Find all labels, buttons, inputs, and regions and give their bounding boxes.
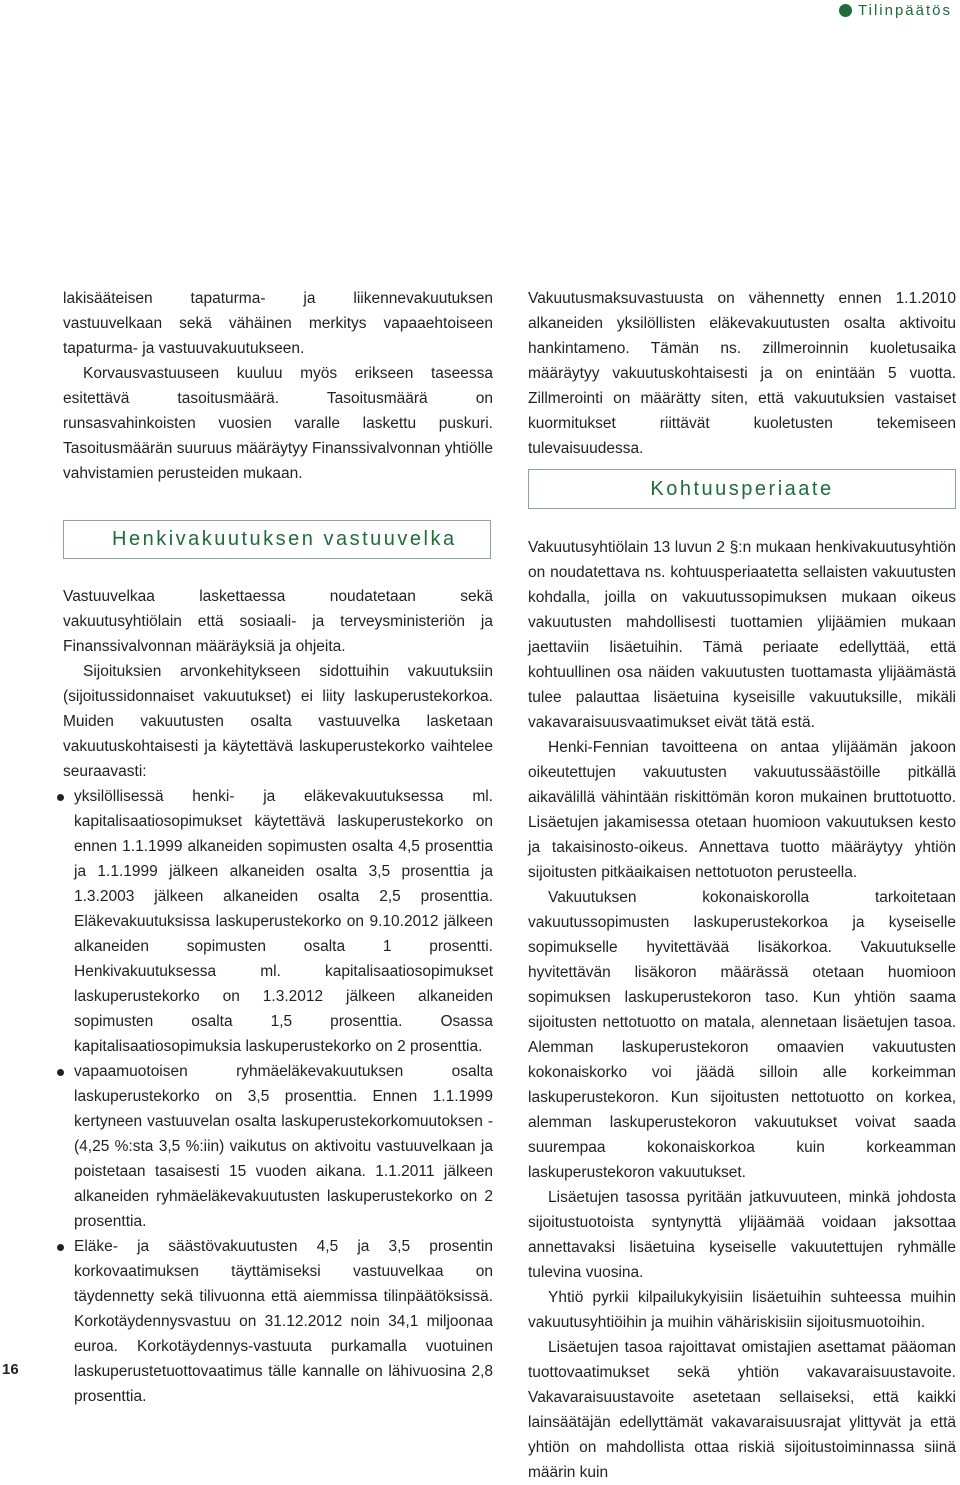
list-item: yksilöllisessä henki- ja eläkevakuutuksessa ml. kapitalisaatiosopimukset käytettävä laskuperustekorko on ennen 1.1.1999 alkaneiden sopimusten osalta 4,5 prosenttia ja 1.1.1999 jälkeen alkaneiden osalta 3,5 prosenttia ja 1.3.2003 jälkeen alkaneiden osalta 2,5 prosenttia. Eläkevakuutuksissa laskuperustekorko on 9.10.2012 jälkeen alkaneiden sopimusten osalta 1 prosentti. Henkivakuutuksessa ml. kapitalisaatiosopimukset laskuperustekorko on 1.3.2012 jälkeen alkaneiden sopimusten osalta 1,5 prosenttia. Osassa kapitalisaatiosopimuksia laskuperustekorko on 2 prosenttia. bbox=[63, 784, 493, 1059]
kohtuusperiaate-body bbox=[528, 535, 956, 1485]
paragraph: Lisäetujen tasossa pyritään jatkuvuuteen, minkä johdosta sijoitustuotoista syntynyttä ylijäämää voidaan jaksottaa annettavaksi lisäetuina kyseiselle vakuutettujen ryhmälle tulevina vuosina. bbox=[528, 1189, 956, 1281]
paragraph: Korvausvastuuseen kuuluu myös erikseen taseessa esitettävä tasoitusmäärä. Tasoitusmäärä on runsasvahinkoisten vuosien varalle laskettu puskuri. Tasoitusmäärän suuruus määräytyy Finanssivalvonnan yhtiölle vahvistamien perusteiden mukaan. bbox=[63, 365, 493, 482]
paragraph: Vastuuvelkaa laskettaessa noudatetaan sekä vakuutusyhtiölain että sosiaali- ja terveysministeriön ja Finanssivalvonnan määräyksiä ja ohjeita. bbox=[63, 588, 493, 655]
list-item: Eläke- ja säästövakuutusten 4,5 ja 3,5 prosentin korkovaatimuksen täyttämiseksi vastuuvelkaa on täydennetty sekä tilivuonna että aiemmissa tilinpäätöksissä. Korkotäydennysvastuu on 31.12.2012 noin 34,1 miljoonaa euroa. Korkotäydennys-vastuuta purkamalla vuotuinen laskuperustetuottovaatimus tälle kannalle on lähivuosina 2,8 prosenttia. bbox=[63, 1234, 493, 1409]
paragraph: Yhtiö pyrkii kilpailukykyisiin lisäetuihin suhteessa muihin vakuutusyhtiöihin ja muihin vähäriskisiin sijoitusmuotoihin. bbox=[528, 1289, 956, 1331]
henkivakuutus-heading bbox=[63, 520, 491, 559]
page-number: 16 bbox=[2, 1361, 19, 1378]
paragraph: Vakuutusmaksuvastuusta on vähennetty ennen 1.1.2010 alkaneiden yksilöllisten eläkevakuutusten osalta aktivoitu hankintameno. Tämän ns. zillmeroinnin kuoletusaika määräytyy vakuutuskohtaisesti ja on enintään 5 vuotta. Zillmerointi on määrätty siten, että vakuutuksien vastaiset kuormitukset riittävät kuoletusten tekemiseen tulevaisuudessa. bbox=[528, 290, 956, 457]
left-intro-text bbox=[63, 286, 493, 486]
paragraph: Henki-Fennian tavoitteena on antaa ylijäämän jakoon oikeutettujen vakuutusten vakuutussäästöille pitkällä aikavälillä vähintään riskittömän koron mukainen bruttotuotto. Lisäetujen jakamisessa otetaan huomioon vakuutuksen kesto ja takaisinosto-oikeus. Annettava tuotto määräytyy yhtiön sijoitusten pitkäaikaisen nettotuoton perusteella. bbox=[528, 739, 956, 881]
section-dot-icon bbox=[839, 4, 852, 17]
paragraph: Vakuutusyhtiölain 13 luvun 2 §:n mukaan henkivakuutusyhtiön on noudatettava ns. kohtuusperiaatetta sellaisten vakuutusten kohdalla, joilla on vakuutussopimuksen mukaan oikeus vakuutusten mahdollisesti tuottamien ylijäämien mukaan jaettaviin lisäetuihin. Tämä periaate edellyttää, että kohtuullinen osa näiden vakuutusten tuottamasta ylijäämästä tulee palauttaa lisäetuina kyseisille vakuutuksille, mikäli vakavaraisuusvaatimukset eivät tätä estä. bbox=[528, 539, 956, 731]
section-label: Tilinpäätös bbox=[858, 2, 952, 19]
heading-text: Henkivakuutuksen vastuuvelka bbox=[112, 528, 457, 550]
bullet-list bbox=[63, 784, 493, 1409]
right-intro-text bbox=[528, 286, 956, 461]
paragraph: Sijoituksien arvonkehitykseen sidottuihin vakuutuksiin (sijoitussidonnaiset vakuutukset) ei liity laskuperustekorkoa. Muiden vakuutusten osalta vastuuvelka lasketaan vakuutuskohtaisesti ja käytettävä laskuperustekorko vaihtelee seuraavasti: bbox=[63, 663, 493, 780]
henkivakuutus-body bbox=[63, 584, 493, 1409]
paragraph: Lisäetujen tasoa rajoittavat omistajien asettamat pääoman tuottovaatimukset sekä yhtiön vakavaraisuustavoite. Vakavaraisuustavoite asetetaan sellaiseksi, että kaikki lainsäätäjän edellyttämät vakavaraisuusrajat ylittyvät ja että yhtiön on mahdollista ottaa riskiä sijoitustoiminnassa siinä määrin kuin bbox=[528, 1339, 956, 1481]
paragraph: lakisääteisen tapaturma- ja liikennevakuutuksen vastuuvelkaan sekä vähäinen merkitys vapaaehtoiseen tapaturma- ja vastuuvakuutukseen. bbox=[63, 290, 493, 357]
list-item: vapaamuotoisen ryhmäeläkevakuutuksen osalta laskuperustekorko on 3,5 prosenttia. Ennen 1.1.1999 kertyneen vastuuvelan osalta laskuperustekorkomuutoksen - (4,25 %:sta 3,5 %:iin) vaikutus on aktivoitu vastuuvelkaan ja poistetaan tasaisesti 15 vuoden aikana. 1.1.2011 jälkeen alkaneiden ryhmäeläkevakuutusten laskuperustekorko on 2 prosenttia. bbox=[63, 1059, 493, 1234]
section-badge bbox=[839, 2, 952, 19]
heading-text: Kohtuusperiaate bbox=[650, 477, 834, 500]
paragraph: Vakuutuksen kokonaiskorolla tarkoitetaan vakuutussopimusten laskuperustekorkoa ja kyseiselle sopimukselle hyvitettävää lisäkorkoa. Vakuutukselle hyvitettävän lisäkoron määrässä otetaan huomioon sopimuksen laskuperustekoron taso. Kun yhtiön saama sijoitusten nettotuotto on matala, alennetaan lisäetujen tasoa. Alemman laskuperustekoron omaavien vakuutusten kokonaiskorko voi jäädä silloin alle korkeimman laskuperustekoron. Kun sijoitusten nettotuotto on korkea, alemman laskuperustekoron vakuutukset voivat saada suurempaa kokonaiskorkoa kuin korkeamman laskuperustekoron vakuutukset. bbox=[528, 889, 956, 1181]
kohtuusperiaate-heading bbox=[528, 469, 956, 509]
